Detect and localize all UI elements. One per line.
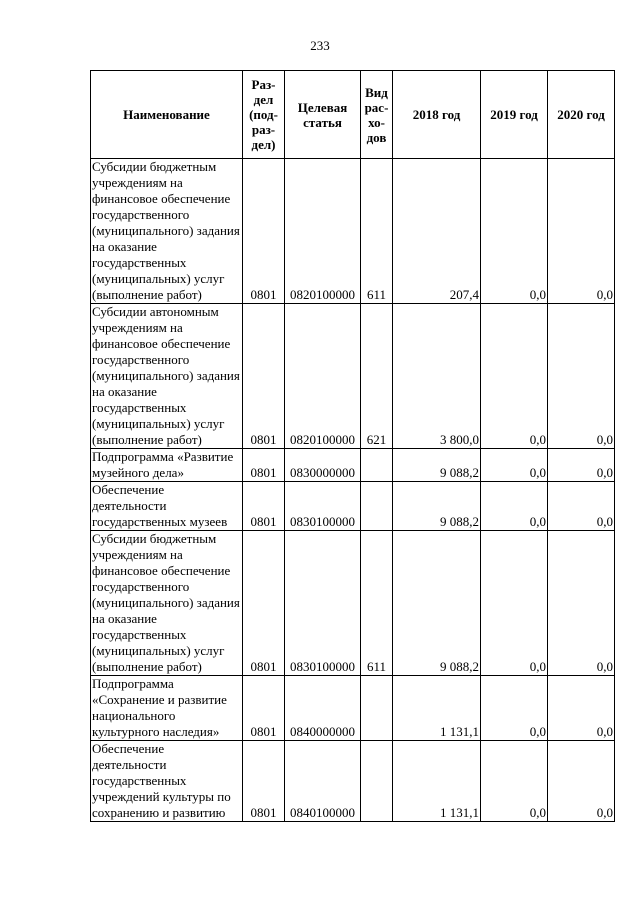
- table-row: [91, 531, 615, 676]
- table-row: [91, 482, 615, 531]
- row-2018: 9 088,2: [393, 482, 481, 531]
- row-2020: 0,0: [548, 304, 615, 449]
- header-2019: 2019 год: [481, 71, 548, 159]
- header-expense-type-label: Вид рас- хо- дов: [364, 84, 389, 145]
- header-expense-type: [361, 71, 393, 159]
- row-name: Подпрограмма «Развитие музейного дела»: [91, 449, 243, 482]
- header-target-label: Целевая статья: [297, 99, 348, 130]
- page-number: 233: [310, 38, 330, 53]
- row-2020: 0,0: [548, 676, 615, 741]
- row-2018: 1 131,1: [393, 741, 481, 822]
- row-section: 0801: [243, 531, 285, 676]
- row-name: Субсидии автономным учреждениям на финансовое обеспечение государственного (муниципального) задания на оказание государственных (муниципальных) услуг (выполнение работ): [91, 304, 243, 449]
- row-expense-type: [361, 741, 393, 822]
- row-expense-type: [361, 676, 393, 741]
- table-row: [91, 676, 615, 741]
- row-section: 0801: [243, 159, 285, 304]
- header-2018: 2018 год: [393, 71, 481, 159]
- header-section: [243, 71, 285, 159]
- row-name: Субсидии бюджетным учреждениям на финансовое обеспечение государственного (муниципального) задания на оказание государственных (муниципальных) услуг (выполнение работ): [91, 159, 243, 304]
- table-row: [91, 304, 615, 449]
- row-target: 0820100000: [285, 304, 361, 449]
- row-2019: 0,0: [481, 482, 548, 531]
- row-expense-type: [361, 482, 393, 531]
- row-2020: 0,0: [548, 531, 615, 676]
- row-2018: 9 088,2: [393, 531, 481, 676]
- row-name: Обеспечение деятельности государственных музеев: [91, 482, 243, 531]
- row-target: 0830100000: [285, 482, 361, 531]
- row-target: 0840000000: [285, 676, 361, 741]
- row-target: 0820100000: [285, 159, 361, 304]
- row-expense-type: 611: [361, 159, 393, 304]
- row-target: 0830100000: [285, 531, 361, 676]
- row-expense-type: [361, 449, 393, 482]
- row-2020: 0,0: [548, 482, 615, 531]
- row-2018: 9 088,2: [393, 449, 481, 482]
- row-name: Подпрограмма «Сохранение и развитие национального культурного наследия»: [91, 676, 243, 741]
- table-row: [91, 741, 615, 822]
- row-2019: 0,0: [481, 159, 548, 304]
- row-section: 0801: [243, 676, 285, 741]
- table-row: [91, 449, 615, 482]
- row-2018: 207,4: [393, 159, 481, 304]
- row-section: 0801: [243, 304, 285, 449]
- row-target: 0830000000: [285, 449, 361, 482]
- row-name: Обеспечение деятельности государственных учреждений культуры по сохранению и развитию: [91, 741, 243, 822]
- row-expense-type: 611: [361, 531, 393, 676]
- row-2019: 0,0: [481, 304, 548, 449]
- row-section: 0801: [243, 449, 285, 482]
- header-2020: 2020 год: [548, 71, 615, 159]
- row-expense-type: 621: [361, 304, 393, 449]
- row-2020: 0,0: [548, 741, 615, 822]
- row-2020: 0,0: [548, 449, 615, 482]
- table-row: [91, 159, 615, 304]
- header-row: [91, 71, 615, 159]
- row-section: 0801: [243, 482, 285, 531]
- row-2019: 0,0: [481, 531, 548, 676]
- budget-table: [90, 70, 615, 822]
- row-name: Субсидии бюджетным учреждениям на финансовое обеспечение государственного (муниципального) задания на оказание государственных (муниципальных) услуг (выполнение работ): [91, 531, 243, 676]
- header-section-label: Раз- дел (под- раз- дел): [249, 77, 278, 152]
- row-2019: 0,0: [481, 741, 548, 822]
- header-name: Наименование: [91, 71, 243, 159]
- row-2018: 3 800,0: [393, 304, 481, 449]
- header-target: [285, 71, 361, 159]
- row-2019: 0,0: [481, 676, 548, 741]
- row-2019: 0,0: [481, 449, 548, 482]
- row-target: 0840100000: [285, 741, 361, 822]
- row-2020: 0,0: [548, 159, 615, 304]
- row-section: 0801: [243, 741, 285, 822]
- row-2018: 1 131,1: [393, 676, 481, 741]
